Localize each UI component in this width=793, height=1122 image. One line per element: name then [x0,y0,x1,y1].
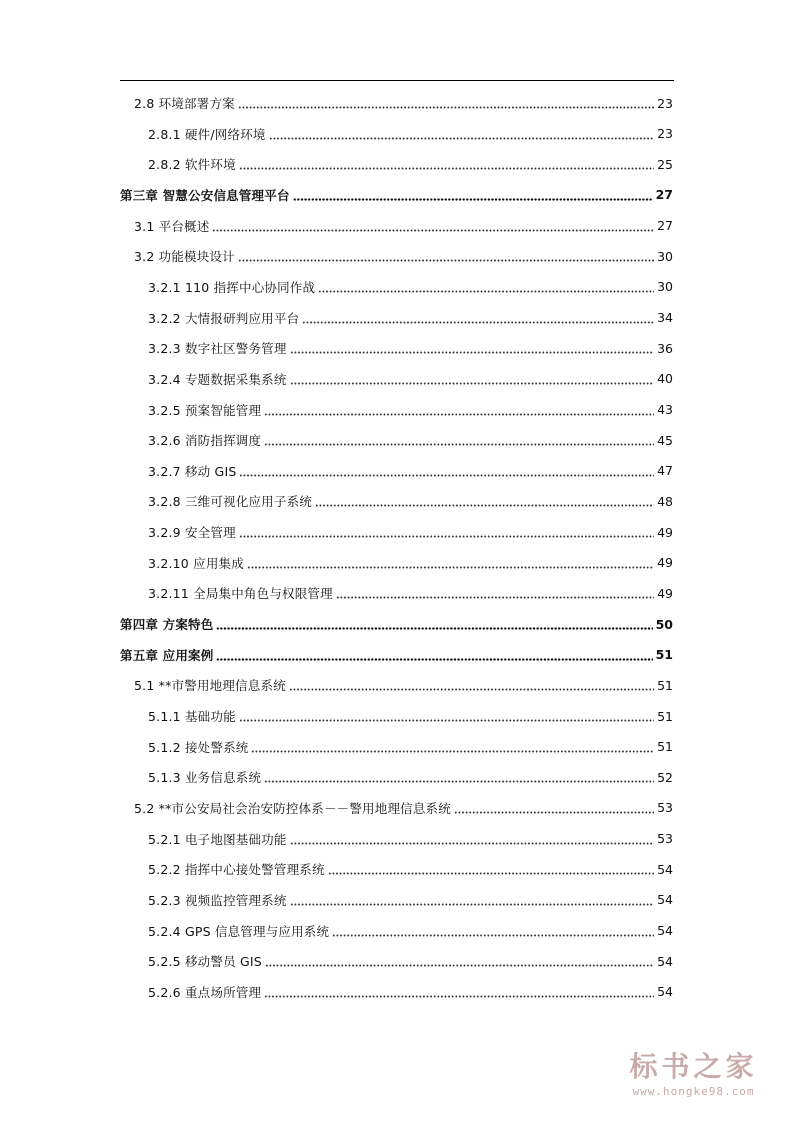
toc-entry[interactable] [0,400,793,420]
toc-entry-page: 53 [657,800,673,816]
toc-dot-leader [290,373,655,385]
toc-entry[interactable] [0,675,793,695]
toc-dot-leader [239,158,654,170]
toc-entry-label: 5.2.4 GPS 信息管理与应用系统 [148,923,330,939]
toc-dot-leader [269,128,655,140]
toc-entry-page: 23 [657,95,673,111]
toc-entry[interactable] [0,553,793,573]
toc-entry-label: 第三章 智慧公安信息管理平台 [120,187,290,203]
toc-entry-page: 27 [657,218,673,234]
toc-entry-label: 5.2.5 移动警员 GIS [148,954,262,970]
toc-entry[interactable] [0,859,793,879]
toc-entry-page: 51 [657,739,673,755]
toc-entry-label: 5.2.6 重点场所管理 [148,984,262,1000]
toc-entry[interactable] [0,522,793,542]
toc-entry-label: 3.2.8 三维可视化应用子系统 [148,494,312,510]
toc-entry[interactable] [0,737,793,757]
toc-dot-leader [293,189,653,201]
toc-entry-label: 2.8.2 软件环境 [148,157,236,173]
toc-entry[interactable] [0,124,793,144]
toc-entry[interactable] [0,921,793,941]
toc-dot-leader [328,863,654,875]
toc-dot-leader [264,434,654,446]
toc-dot-leader [302,312,654,324]
toc-entry-page: 54 [657,892,673,908]
toc-entry-page: 34 [657,310,673,326]
toc-entry-label: 3.2.7 移动 GIS [148,463,237,479]
toc-entry-page: 50 [655,616,673,632]
toc-dot-leader [318,281,654,293]
toc-chapter-entry[interactable] [0,614,793,634]
toc-entry[interactable] [0,767,793,787]
toc-entry-label: 3.2.11 全局集中角色与权限管理 [148,586,333,602]
toc-entry-label: 第四章 方案特色 [120,617,214,633]
toc-entry-page: 51 [657,677,673,693]
toc-entry-label: 3.2.1 110 指挥中心协同作战 [148,279,316,295]
toc-entry-page: 49 [657,555,673,571]
toc-entry-label: 2.8 环境部署方案 [134,96,235,111]
toc-entry[interactable] [0,277,793,297]
toc-entry-page: 40 [657,371,673,387]
toc-entry[interactable] [0,583,793,603]
toc-entry[interactable] [0,369,793,389]
toc-entry[interactable] [0,890,793,910]
toc-entry-label: 5.2.3 视频监控管理系统 [148,892,287,908]
toc-entry[interactable] [0,154,793,174]
toc-entry[interactable] [0,216,793,236]
toc-dot-leader [239,526,654,538]
toc-entry[interactable] [0,798,793,818]
toc-dot-leader [336,587,654,599]
toc-entry-label: 5.2.1 电子地图基础功能 [148,831,287,847]
toc-entry-page: 30 [657,279,673,295]
toc-dot-leader [238,250,654,262]
toc-entry-label: 3.2.6 消防指挥调度 [148,433,262,449]
toc-dot-leader [332,925,654,937]
toc-dot-leader [216,618,652,630]
toc-entry-label: 5.1 **市警用地理信息系统 [134,678,286,694]
watermark-url: www.hongke98.com [632,1085,755,1098]
toc-entry-label: 3.2 功能模块设计 [134,249,235,265]
toc-entry-page: 54 [657,953,673,969]
toc-entry-page: 54 [657,861,673,877]
toc-entry-page: 54 [657,984,673,1000]
toc-entry-label: 3.2.4 专题数据采集系统 [148,371,287,387]
toc-entry-page: 27 [655,187,673,203]
toc-entry-page: 36 [657,340,673,356]
toc-dot-leader [290,894,655,906]
toc-entry-page: 49 [657,524,673,540]
toc-entry-label: 5.1.3 业务信息系统 [148,770,262,786]
toc-entry-page: 51 [655,647,673,663]
toc-entry-page: 43 [657,402,673,417]
toc-entry[interactable] [0,491,793,511]
toc-entry[interactable] [0,430,793,450]
toc-entry-page: 48 [657,493,673,509]
toc-chapter-entry[interactable] [0,645,793,665]
watermark-logo: 标书之家 [629,1050,758,1083]
toc-entry[interactable] [0,706,793,726]
toc-entry-page: 52 [657,769,673,785]
toc-entry-page: 30 [657,248,673,264]
toc-dot-leader [454,802,654,814]
toc-dot-leader [290,833,655,845]
toc-entry[interactable] [0,951,793,971]
toc-dot-leader [251,741,654,753]
toc-entry-label: 3.2.2 大情报研判应用平台 [148,310,300,326]
toc-dot-leader [238,97,654,109]
toc-entry-label: 5.1.1 基础功能 [148,709,236,724]
toc-dot-leader [315,495,654,507]
toc-entry[interactable] [0,308,793,328]
toc-entry-label: 3.2.10 应用集成 [148,555,244,571]
toc-entry-label: 5.1.2 接处警系统 [148,739,249,755]
toc-entry[interactable] [0,246,793,266]
toc-dot-leader [264,771,654,783]
header-rule [120,80,674,81]
toc-entry-label: 3.1 平台概述 [134,218,210,234]
toc-dot-leader [247,557,654,569]
toc-chapter-entry[interactable] [0,185,793,205]
toc-entry[interactable] [0,829,793,849]
toc-entry-page: 45 [657,432,673,448]
toc-entry[interactable] [0,982,793,1002]
toc-entry-page: 49 [657,585,673,601]
toc-entry-label: 5.2.2 指挥中心接处警管理系统 [148,862,325,878]
toc-entry[interactable] [0,93,793,113]
toc-dot-leader [216,649,652,661]
toc-entry[interactable] [0,338,793,358]
toc-entry[interactable] [0,461,793,481]
toc-dot-leader [212,220,654,232]
toc-entry-page: 47 [657,463,673,479]
watermark [606,1050,781,1112]
toc-entry-label: 2.8.1 硬件/网络环境 [148,126,266,142]
toc-dot-leader [239,710,654,722]
toc-dot-leader [290,342,655,354]
toc-dot-leader [265,955,654,967]
toc-entry-label: 第五章 应用案例 [120,647,214,663]
toc-entry-page: 51 [657,708,673,724]
toc-dot-leader [239,465,654,477]
toc-entry-page: 53 [657,831,673,847]
toc-entry-label: 3.2.5 预案智能管理 [148,402,262,418]
toc-dot-leader [264,986,654,998]
toc-entry-page: 54 [657,923,673,939]
toc-entry-label: 3.2.3 数字社区警务管理 [148,341,287,357]
toc-dot-leader [289,679,654,691]
toc-entry-page: 25 [657,156,673,172]
toc-entry-page: 23 [657,126,673,142]
toc-entry-label: 5.2 **市公安局社会治安防控体系－－警用地理信息系统 [134,800,451,816]
toc-entry-label: 3.2.9 安全管理 [148,525,236,541]
toc-dot-leader [264,404,654,416]
